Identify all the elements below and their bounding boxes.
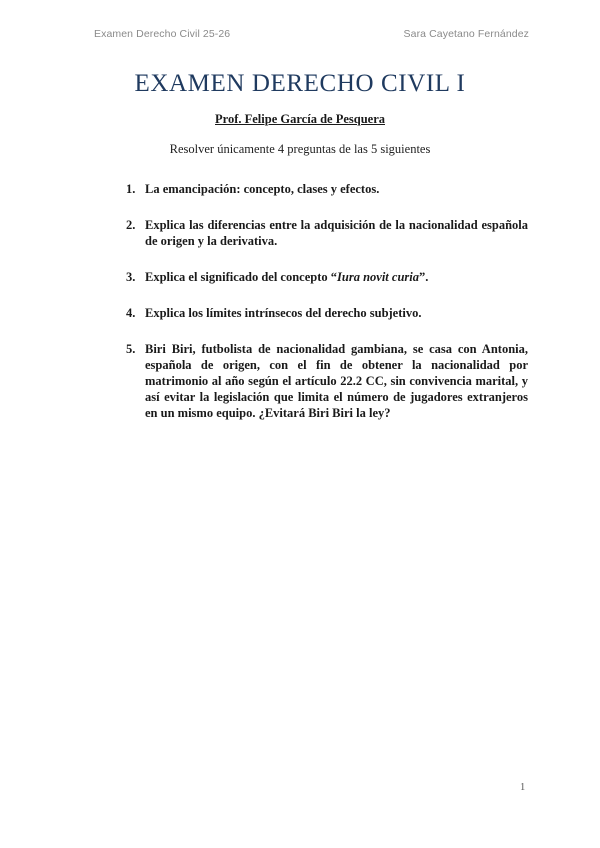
question-text-before: Explica el significado del concepto “ <box>145 270 338 284</box>
question-number: 1. <box>126 182 136 196</box>
latin-term: Iura novit curia <box>337 270 419 284</box>
question-item <box>118 217 528 249</box>
professor-name: Prof. Felipe García de Pesquera <box>215 112 385 126</box>
running-header <box>94 28 529 40</box>
question-number: 2. <box>126 218 136 232</box>
question-item <box>118 181 528 197</box>
header-author: Sara Cayetano Fernández <box>403 28 529 40</box>
question-number: 3. <box>126 270 136 284</box>
question-number: 4. <box>126 306 136 320</box>
question-item <box>118 305 528 321</box>
question-item <box>118 269 528 285</box>
page-number: 1 <box>520 782 526 793</box>
question-text: Explica los límites intrínsecos del derecho subjetivo. <box>145 306 422 320</box>
question-text: La emancipación: concepto, clases y efectos. <box>145 182 380 196</box>
question-text-after: ”. <box>418 270 429 284</box>
header-course: Examen Derecho Civil 25-26 <box>94 28 231 40</box>
question-item <box>118 341 528 421</box>
question-number: 5. <box>126 342 136 356</box>
page-title: EXAMEN DERECHO CIVIL I <box>134 70 466 97</box>
question-text: Explica las diferencias entre la adquisición de la nacionalidad española de origen y la derivativa. <box>145 218 528 248</box>
question-text: Biri Biri, futbolista de nacionalidad gambiana, se casa con Antonia, española de origen, con el fin de obtener la nacionalidad por matrimonio al año según el artículo 22.2 CC, sin convivencia marital, y así evitar la legislación que limita el número de jugadores extranjeros en un mismo equipo. ¿Evitará Biri Biri la ley? <box>145 342 528 420</box>
question-list <box>118 181 528 441</box>
question-text <box>145 269 528 285</box>
exam-instructions: Resolver únicamente 4 preguntas de las 5 siguientes <box>169 142 431 156</box>
